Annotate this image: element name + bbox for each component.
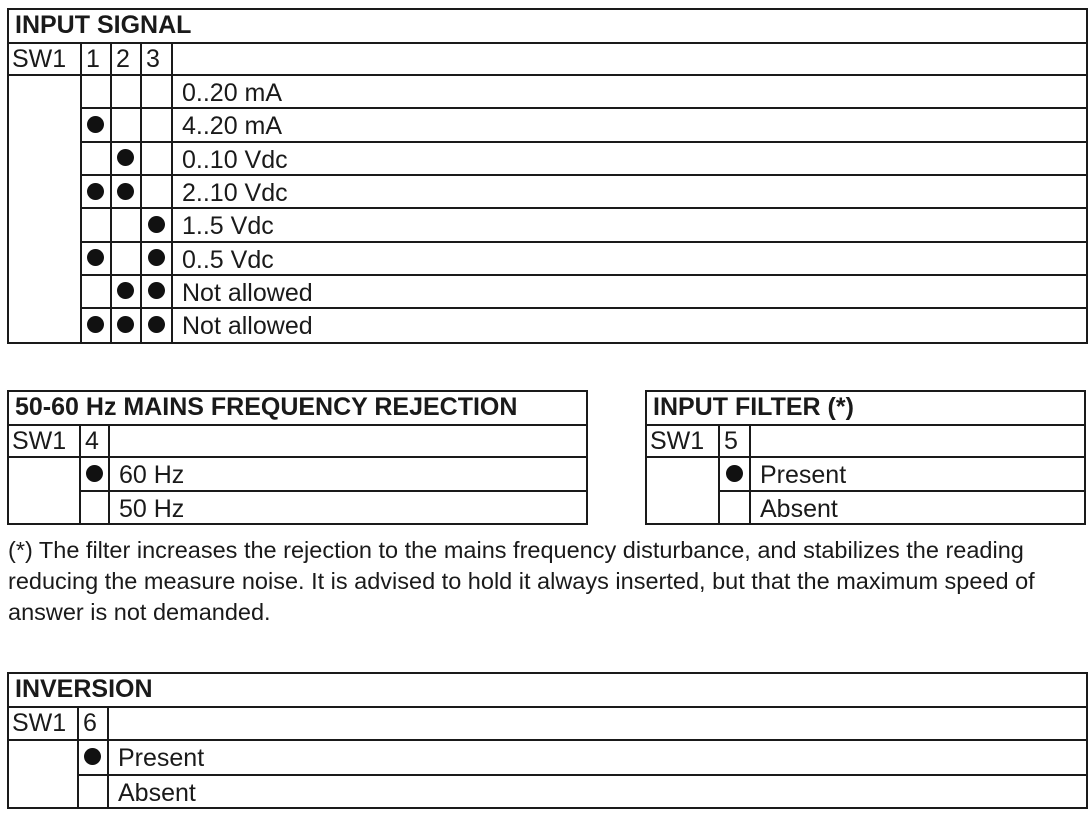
column-divider — [171, 42, 173, 342]
switch-on-dot-icon — [84, 748, 101, 765]
mains-frequency-rejection-table — [7, 390, 588, 525]
row-divider — [81, 241, 1086, 243]
switch-label: SW1 — [12, 427, 67, 455]
table-title: INPUT FILTER (*) — [647, 392, 1084, 426]
setting-label: Not allowed — [182, 312, 313, 341]
switch-on-dot-icon — [148, 316, 165, 333]
row-divider — [78, 774, 1086, 776]
setting-label: 60 Hz — [119, 461, 185, 489]
header-divider — [9, 739, 1086, 741]
inversion-table — [7, 672, 1088, 809]
switch-position-header: 6 — [83, 709, 97, 737]
row-divider — [81, 141, 1086, 143]
switch-on-dot-icon — [87, 183, 104, 200]
header-divider — [9, 456, 586, 458]
setting-label: Present — [118, 744, 205, 772]
column-divider — [718, 424, 720, 523]
switch-on-dot-icon — [117, 282, 134, 299]
row-divider — [81, 274, 1086, 276]
table-title: INPUT SIGNAL — [9, 10, 1086, 44]
setting-label: 50 Hz — [119, 495, 185, 523]
row-divider — [81, 174, 1086, 176]
filter-footnote: (*) The filter increases the rejection to the mains frequency disturbance, and stabilizes the reading reducing the measure noise. It is advised to hold it always inserted, but that the maximum speed of answer is not demanded. — [8, 537, 1035, 625]
table-title: 50-60 Hz MAINS FREQUENCY REJECTION — [9, 392, 586, 426]
row-divider — [80, 490, 586, 492]
switch-label: SW1 — [12, 709, 67, 737]
header-divider — [647, 456, 1084, 458]
setting-label: Present — [760, 461, 847, 489]
switch-on-dot-icon — [148, 249, 165, 266]
setting-label: Not allowed — [182, 278, 313, 307]
input-filter-table — [645, 390, 1086, 525]
table-title: INVERSION — [9, 674, 1086, 708]
setting-label: 0..10 Vdc — [182, 145, 288, 174]
column-divider — [80, 42, 82, 342]
row-divider — [81, 307, 1086, 309]
switch-on-dot-icon — [117, 183, 134, 200]
switch-position-header: 4 — [85, 427, 99, 455]
switch-position-header: 5 — [724, 427, 738, 455]
setting-label: 0..20 mA — [182, 79, 283, 107]
switch-label: SW1 — [650, 427, 705, 455]
switch-on-dot-icon — [87, 316, 104, 333]
switch-label: SW1 — [12, 45, 67, 73]
setting-label: 4..20 mA — [182, 112, 283, 141]
switch-position-header: 1 — [86, 45, 100, 73]
switch-on-dot-icon — [117, 316, 134, 333]
column-divider — [79, 424, 81, 523]
setting-label: 1..5 Vdc — [182, 212, 274, 241]
column-divider — [77, 706, 79, 807]
column-divider — [749, 424, 751, 523]
row-divider — [81, 207, 1086, 209]
setting-label: 0..5 Vdc — [182, 245, 274, 274]
switch-on-dot-icon — [87, 249, 104, 266]
row-divider — [81, 107, 1086, 109]
switch-position-header: 3 — [146, 45, 160, 73]
column-divider — [107, 706, 109, 807]
switch-on-dot-icon — [86, 465, 103, 482]
row-divider — [719, 490, 1084, 492]
setting-label: Absent — [760, 495, 838, 523]
column-divider — [140, 42, 142, 342]
input-signal-table — [7, 8, 1088, 344]
column-divider — [110, 42, 112, 342]
switch-position-header: 2 — [116, 45, 130, 73]
switch-on-dot-icon — [148, 282, 165, 299]
switch-on-dot-icon — [117, 149, 134, 166]
column-divider — [108, 424, 110, 523]
setting-label: Absent — [118, 778, 196, 807]
switch-on-dot-icon — [726, 465, 743, 482]
switch-on-dot-icon — [148, 216, 165, 233]
setting-label: 2..10 Vdc — [182, 178, 288, 207]
switch-on-dot-icon — [87, 116, 104, 133]
